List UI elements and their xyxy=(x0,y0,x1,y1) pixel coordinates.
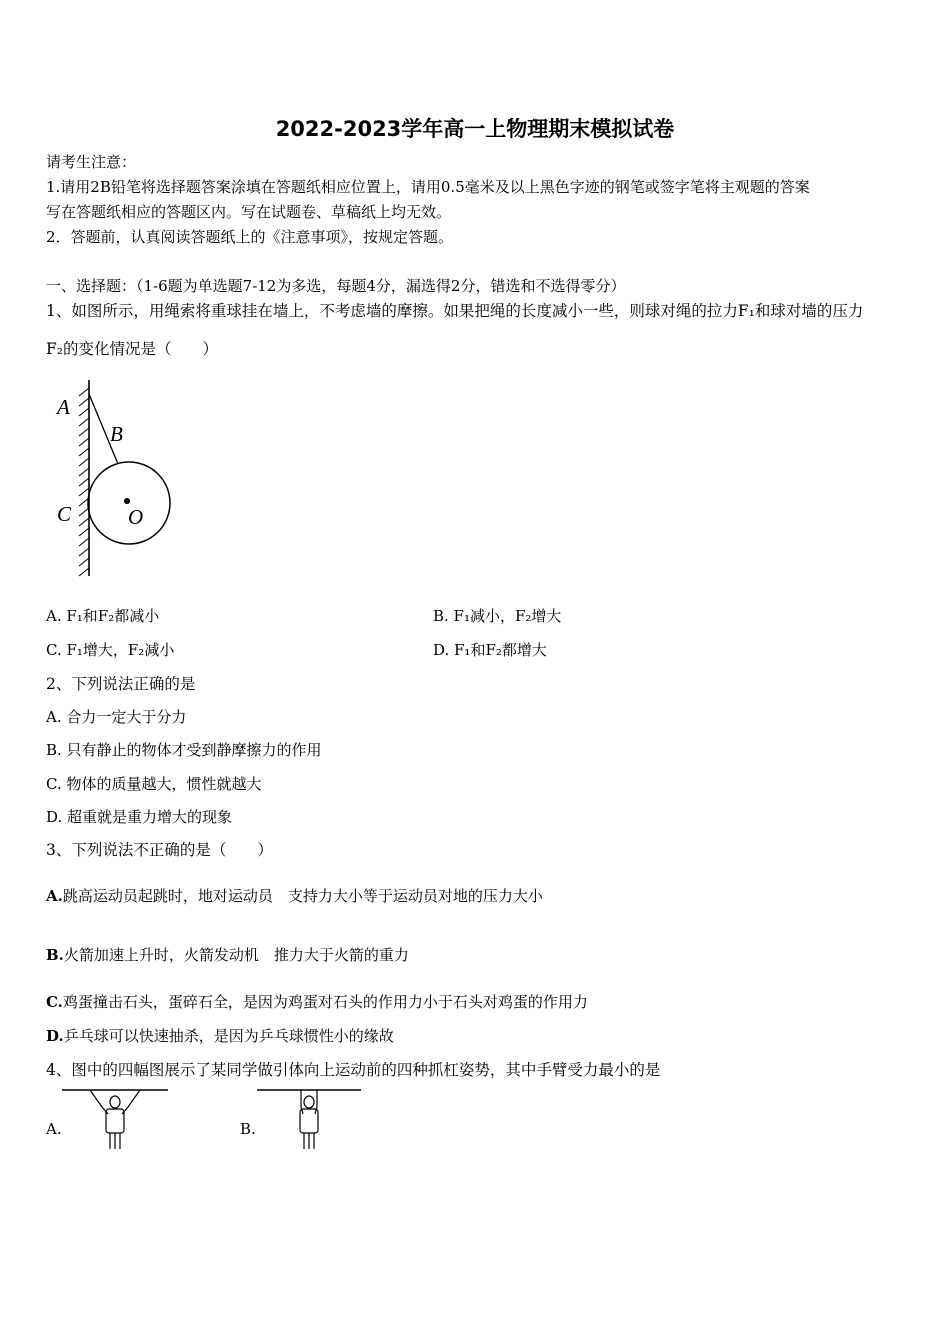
option-letter: C. xyxy=(46,993,63,1011)
q1-figure-wall-ball xyxy=(48,374,188,584)
q2-option-d: D. 超重就是重力增大的现象 xyxy=(46,808,233,826)
label-c: C xyxy=(57,502,72,526)
label-o: O xyxy=(128,505,144,529)
q4-figure-b-narrow-grip xyxy=(255,1087,367,1153)
q2-option-b: B. 只有静止的物体才受到静摩擦力的作用 xyxy=(46,741,322,759)
q1-option-d: D. F₁和F₂都增大 xyxy=(433,641,547,659)
q3-stem: 3、下列说法不正确的是（ ） xyxy=(46,841,273,859)
notice-heading: 请考生注意： xyxy=(46,153,137,171)
notice-line-3: 2．答题前，认真阅读答题纸上的《注意事项》，按规定答题。 xyxy=(46,228,454,246)
label-a: A xyxy=(57,395,70,419)
q2-stem: 2、下列说法正确的是 xyxy=(46,675,196,693)
q3-option-b: B.火箭加速上升时，火箭发动机 推力大于火箭的重力 xyxy=(46,946,409,964)
q3-option-a: A.跳高运动员起跳时，地对运动员 支持力大小等于运动员对地的压力大小 xyxy=(46,887,543,905)
q2-option-c: C. 物体的质量越大，惯性就越大 xyxy=(46,775,262,793)
q1-option-a: A. F₁和F₂都减小 xyxy=(46,607,160,625)
option-letter: B. xyxy=(46,946,64,964)
label-b: B xyxy=(110,422,123,446)
notice-line-2: 写在答题纸相应的答题区内。写在试题卷、草稿纸上均无效。 xyxy=(46,203,452,221)
q4-option-a-label: A. xyxy=(46,1120,62,1138)
option-letter: D. xyxy=(46,1027,64,1045)
q2-option-a: A. 合力一定大于分力 xyxy=(46,708,187,726)
q1-stem-line-2: F₂的变化情况是（ ） xyxy=(46,340,218,358)
page-title: 2022-2023学年高一上物理期末模拟试卷 xyxy=(275,117,675,141)
q1-stem-line-1: 1、如图所示，用绳索将重球挂在墙上，不考虑墙的摩擦。如果把绳的长度减小一些，则球对绳的拉力F₁和球对墙的压力 xyxy=(46,302,864,320)
q4-stem: 4、图中的四幅图展示了某同学做引体向上运动前的四种抓杠姿势，其中手臂受力最小的是 xyxy=(46,1061,661,1079)
section-heading: 一、选择题：（1-6题为单选题7-12为多选，每题4分，漏选得2分，错选和不选得零分） xyxy=(46,277,626,295)
q3-option-c: C.鸡蛋撞击石头，蛋碎石全，是因为鸡蛋对石头的作用力小于石头对鸡蛋的作用力 xyxy=(46,993,588,1011)
q3-option-d: D.乒乓球可以快速抽杀，是因为乒乓球惯性小的缘故 xyxy=(46,1027,394,1045)
notice-line-1: 1.请用2B铅笔将选择题答案涂填在答题纸相应位置上，请用0.5毫米及以上黑色字迹的钢笔或签字笔将主观题的答案 xyxy=(46,178,810,196)
q1-option-c: C. F₁增大，F₂减小 xyxy=(46,641,175,659)
q4-option-b-label: B. xyxy=(240,1120,256,1138)
q1-option-b: B. F₁减小，F₂增大 xyxy=(433,607,562,625)
option-letter: A. xyxy=(46,887,63,905)
q4-figure-a-wide-grip xyxy=(60,1087,172,1153)
